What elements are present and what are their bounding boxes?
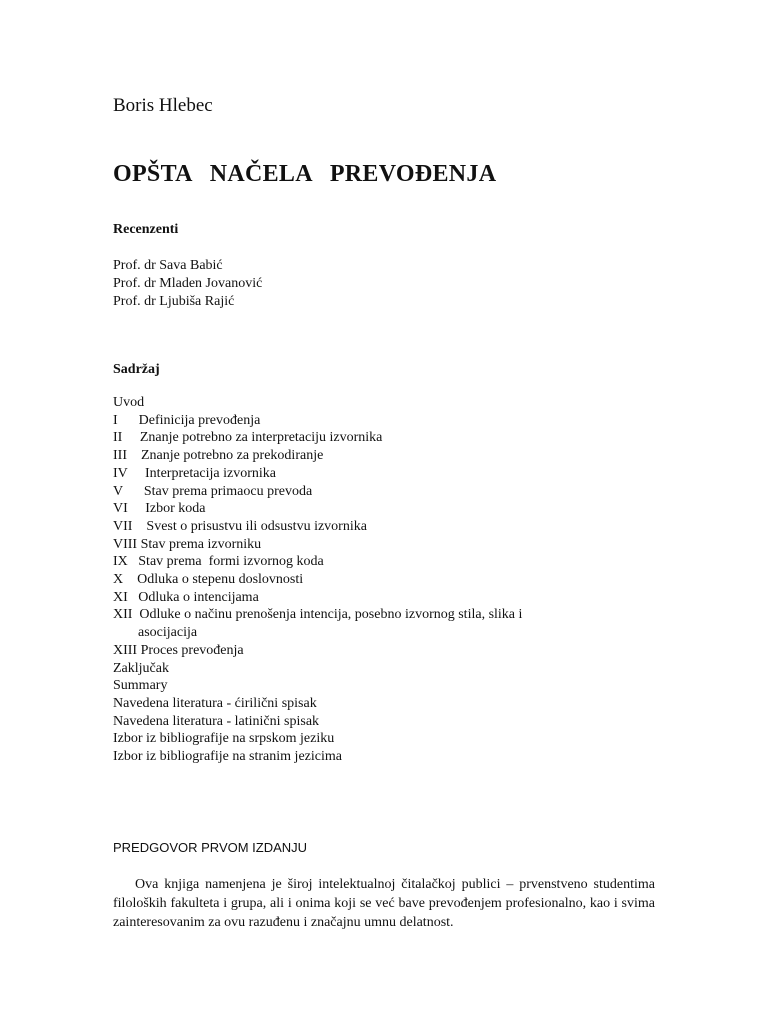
reviewer-item: Prof. dr Mladen Jovanović xyxy=(113,276,263,291)
toc-item: Uvod xyxy=(113,395,145,410)
toc-item: Summary xyxy=(113,678,168,694)
toc-item: X Odluka o stepenu doslovnosti xyxy=(113,572,304,588)
toc-item: VI Izbor koda xyxy=(113,501,206,517)
table-of-contents xyxy=(113,394,522,766)
reviewers-heading: Recenzenti xyxy=(113,222,179,237)
toc-item: VIII Stav prema izvorniku xyxy=(113,536,262,552)
toc-item: V Stav prema primaocu prevoda xyxy=(113,483,313,499)
toc-item-continuation: asocijacija xyxy=(138,625,198,641)
toc-item: XI Odluka o intencijama xyxy=(113,589,259,605)
toc-item: II Znanje potrebno za interpretaciju izvornika xyxy=(113,430,383,446)
book-title: OPŠTA NAČELA PREVOĐENJA xyxy=(113,161,497,187)
preface-paragraph: Ova knjiga namenjena je široj intelektualnoj čitalačkoj publici – prvenstveno studentima filoloških fakulteta i grupa, ali i onima koji se već bave prevođenjem profesionalno, kao i svima zainteresovanim za ovu razuđenu i značajnu umnu delatnost. xyxy=(113,877,655,930)
toc-item: Zaključak xyxy=(113,660,169,676)
reviewer-item: Prof. dr Ljubiša Rajić xyxy=(113,294,235,309)
toc-item: III Znanje potrebno za prekodiranje xyxy=(113,448,324,464)
toc-item: VII Svest o prisustvu ili odsustvu izvornika xyxy=(113,518,367,534)
preface-heading: PREDGOVOR PRVOM IZDANJU xyxy=(113,840,308,855)
author-name: Boris Hlebec xyxy=(113,95,213,116)
toc-item: Izbor iz bibliografije na stranim jezicima xyxy=(113,749,342,765)
toc-item: XII Odluke o načinu prenošenja intencija, posebno izvornog stila, slika i xyxy=(113,607,523,623)
toc-item: I Definicija prevođenja xyxy=(113,412,261,428)
toc-heading: Sadržaj xyxy=(113,362,160,377)
toc-item: Navedena literatura - latinični spisak xyxy=(113,713,320,729)
toc-item: XIII Proces prevođenja xyxy=(113,642,244,658)
toc-item: IX Stav prema formi izvornog koda xyxy=(113,554,324,570)
reviewer-item: Prof. dr Sava Babić xyxy=(113,258,223,273)
toc-item: Izbor iz bibliografije na srpskom jeziku xyxy=(113,731,335,747)
toc-item: IV Interpretacija izvornika xyxy=(113,465,277,481)
reviewers-list xyxy=(113,257,262,311)
toc-item: Navedena literatura - ćirilični spisak xyxy=(113,695,317,711)
